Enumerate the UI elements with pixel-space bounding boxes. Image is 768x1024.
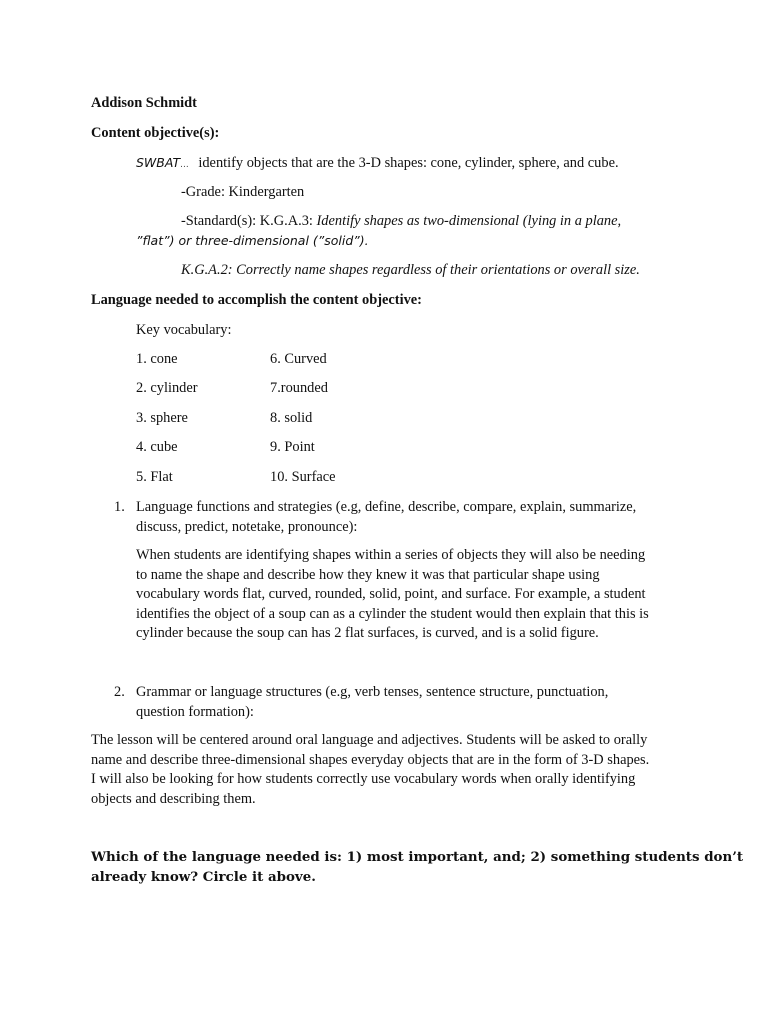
language-heading: Language needed to accomplish the content objective: bbox=[91, 292, 422, 308]
item-2-title-line: Grammar or language structures (e.g, verb tenses, sentence structure, punctuation, bbox=[136, 684, 609, 700]
item-1-paragraph bbox=[136, 546, 649, 644]
paragraph-line: objects and describing them. bbox=[91, 790, 256, 807]
swbat-line bbox=[136, 153, 619, 176]
lesson-paragraph bbox=[91, 731, 649, 809]
standard-k-g-a-2: K.G.A.2: Correctly name shapes regardless of their orientations or overall size. bbox=[181, 262, 640, 278]
standard-prefix: -Standard(s): K.G.A.3: bbox=[181, 213, 313, 229]
item-2-title-line: question formation): bbox=[136, 703, 254, 720]
vocab-item: 4. cube bbox=[136, 439, 178, 455]
vocab-item: 7.rounded bbox=[270, 380, 328, 396]
question-line: Which of the language needed is: 1) most important, and; 2) something students don’t bbox=[91, 849, 744, 865]
paragraph-line: to name the shape and describe how they knew it was that particular shape using bbox=[136, 566, 600, 583]
item-1-title-line: Language functions and strategies (e.g, define, describe, compare, explain, summarize, bbox=[136, 499, 637, 515]
key-vocabulary-label: Key vocabulary: bbox=[136, 322, 232, 338]
paragraph-line: cylinder because the soup can has 2 flat surfaces, is curved, and is a solid figure. bbox=[136, 625, 599, 641]
swbat-dots: ... bbox=[180, 160, 189, 170]
vocab-item: 2. cylinder bbox=[136, 380, 198, 396]
standard-k-g-a-3-text: Identify shapes as two-dimensional (lying in a plane, bbox=[316, 213, 622, 229]
vocab-item: 9. Point bbox=[270, 439, 315, 455]
standard-line bbox=[181, 212, 621, 232]
vocab-item: 3. sphere bbox=[136, 410, 188, 426]
closing-question bbox=[91, 847, 743, 887]
item-1-number: 1. bbox=[114, 499, 125, 515]
item-1-title bbox=[136, 498, 636, 537]
vocab-item: 8. solid bbox=[270, 410, 313, 426]
paragraph-line: name and describe three-dimensional shapes everyday objects that are in the form of 3-D shapes. bbox=[91, 751, 650, 768]
item-1-title-line: discuss, predict, notetake, pronounce): bbox=[136, 518, 358, 535]
vocab-item: 5. Flat bbox=[136, 469, 173, 485]
content-objectives-heading: Content objective(s): bbox=[91, 125, 220, 141]
paragraph-line: vocabulary words flat, curved, rounded, solid, point, and surface. For example, a student bbox=[136, 586, 646, 602]
paragraph-line: I will also be looking for how students correctly use vocabulary words when orally identifying bbox=[91, 771, 636, 787]
swbat-text: identify objects that are the 3-D shapes: cone, cylinder, sphere, and cube. bbox=[198, 155, 619, 171]
standard-continuation: ”flat”) or three-dimensional (”solid”). bbox=[136, 233, 369, 248]
paragraph-line: The lesson will be centered around oral language and adjectives. Students will be asked to orally bbox=[91, 732, 648, 748]
vocab-item: 6. Curved bbox=[270, 351, 327, 367]
item-2-title bbox=[136, 683, 608, 722]
grade-line: -Grade: Kindergarten bbox=[181, 184, 305, 200]
paragraph-line: When students are identifying shapes within a series of objects they will also be needing bbox=[136, 547, 646, 563]
author-name: Addison Schmidt bbox=[91, 95, 197, 111]
vocab-item: 10. Surface bbox=[270, 469, 336, 485]
paragraph-line: identifies the object of a soup can as a cylinder the student would then explain that this is bbox=[136, 605, 649, 622]
vocab-item: 1. cone bbox=[136, 351, 178, 367]
question-line: already know? Circle it above. bbox=[91, 869, 316, 885]
item-2-number: 2. bbox=[114, 684, 125, 700]
swbat-label: SWBAT bbox=[136, 155, 181, 170]
